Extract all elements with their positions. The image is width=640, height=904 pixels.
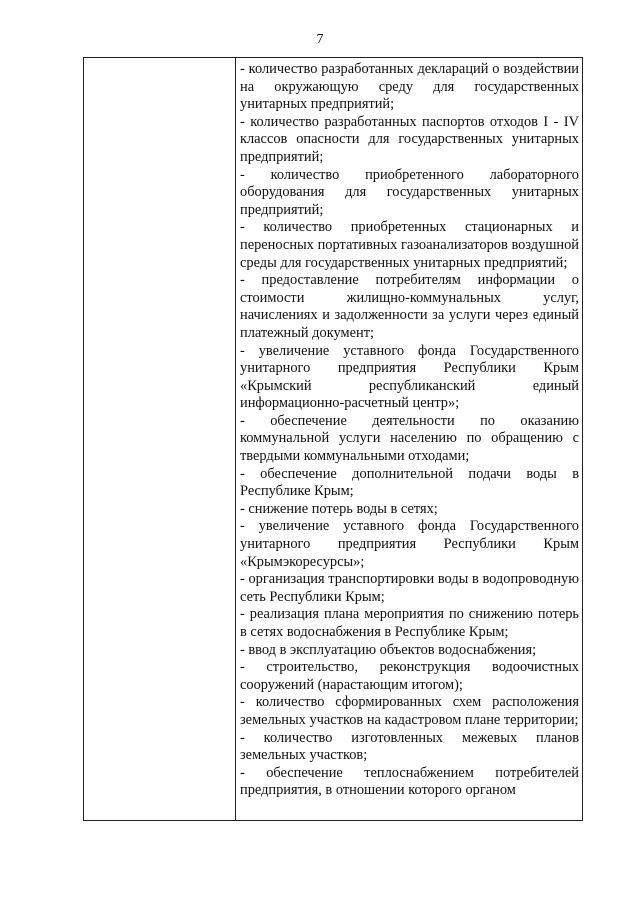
list-item: - предоставление потребителям информации о стоимости жилищно-коммунальных услуг, начислениях и задолженности за услуги через единый платежный документ; bbox=[240, 272, 579, 341]
list-item: - количество изготовленных межевых планов земельных участков; bbox=[240, 729, 579, 764]
left-cell bbox=[84, 58, 236, 821]
page-number: 7 bbox=[316, 32, 324, 47]
list-item: - количество разработанных деклараций о воздействии на окружающую среду для государственных унитарных предприятий; bbox=[240, 61, 579, 113]
list-item: - строительство, реконструкция водоочистных сооружений (нарастающим итогом); bbox=[240, 659, 579, 693]
list-item: - количество разработанных паспортов отходов I - IV классов опасности для государственных унитарных предприятий; bbox=[240, 113, 579, 165]
list-item: - количество приобретенных стационарных и переносных портативных газоанализаторов воздушной среды для государственных унитарных предприятий; bbox=[240, 219, 579, 271]
list-item: - снижение потерь воды в сетях; bbox=[240, 500, 438, 517]
list-item: - увеличение уставного фонда Государственного унитарного предприятия Республики Крым «Крымский республиканский единый информационно-расчетный центр»; bbox=[240, 342, 579, 412]
indicator-list bbox=[236, 58, 582, 820]
targets-table bbox=[83, 57, 583, 821]
list-item: - количество сформированных схем расположения земельных участков на кадастровом плане территории; bbox=[240, 694, 579, 728]
list-item: - обеспечение деятельности по оказанию коммунальной услуги населению по обращению с твердыми коммунальными отходами; bbox=[240, 412, 579, 465]
right-cell bbox=[236, 58, 583, 821]
list-item: - увеличение уставного фонда Государственного унитарного предприятия Республики Крым «Крымэкоресурсы»; bbox=[240, 518, 579, 570]
list-item: - обеспечение теплоснабжением потребителей предприятия, в отношении которого органом bbox=[240, 764, 579, 799]
list-item: - организация транспортировки воды в водопроводную сеть Республики Крым; bbox=[240, 571, 579, 605]
table-row bbox=[84, 58, 583, 821]
list-item: - количество приобретенного лабораторного оборудования для государственных унитарных предприятий; bbox=[240, 166, 579, 218]
list-item: - ввод в эксплуатацию объектов водоснабжения; bbox=[240, 641, 537, 658]
list-item: - обеспечение дополнительной подачи воды в Республике Крым; bbox=[240, 465, 579, 500]
list-item: - реализация плана мероприятия по снижению потерь в сетях водоснабжения в Республике Крым; bbox=[240, 606, 579, 640]
